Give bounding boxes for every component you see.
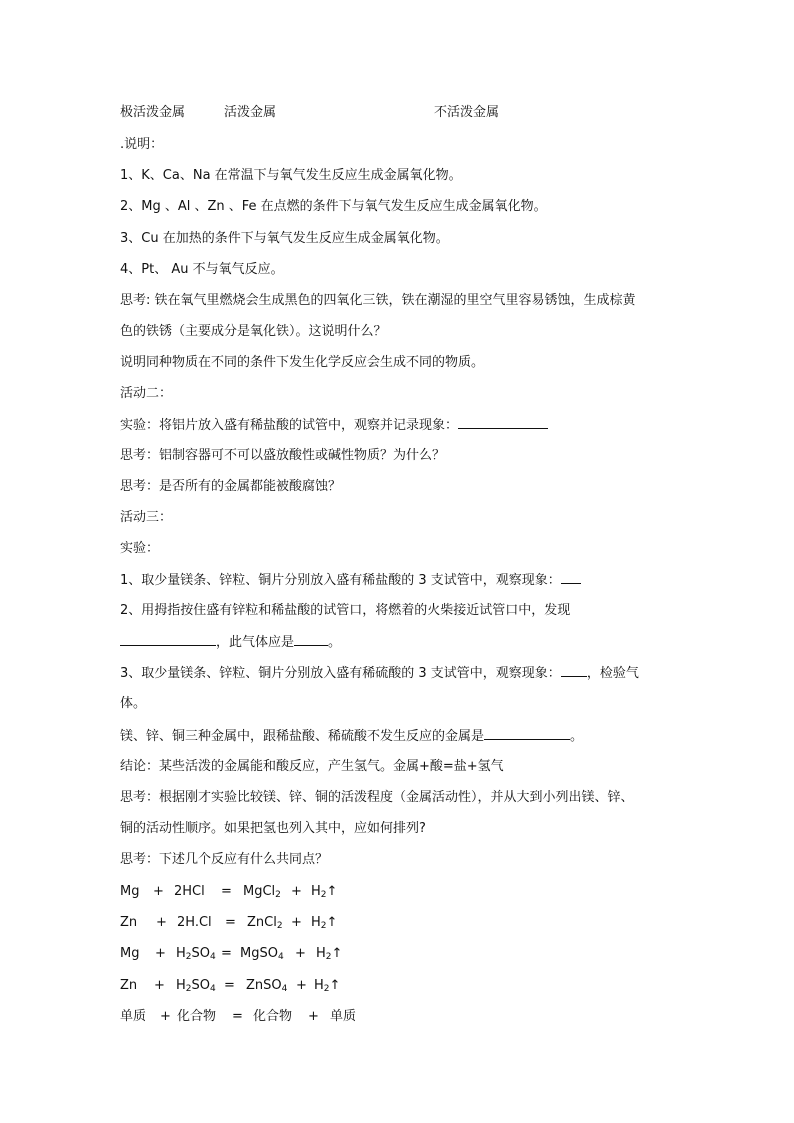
text-segment: ，检验气: [586, 666, 639, 681]
plus-sign: +: [153, 884, 164, 899]
text-segment: 。: [328, 635, 342, 650]
text-segment: ，此气体应是: [216, 635, 295, 650]
text-line-with-blank: [120, 633, 341, 652]
plus-sign: +: [291, 915, 302, 930]
plus-sign: +: [160, 1009, 171, 1024]
answer-blank: [484, 727, 570, 740]
text-line-with-blank: [120, 416, 548, 435]
text-line: 体。: [120, 696, 147, 711]
answer-blank: [561, 664, 587, 677]
conclusion-line: 结论：某些活泼的金属能和酸反应，产生氢气。金属+酸=盐+氢气: [120, 759, 504, 774]
product: $H_2↑$: [314, 978, 341, 994]
text-line: 说明同种物质在不同的条件下发生化学反应会生成不同的物质。: [120, 355, 485, 370]
text-segment: 。: [570, 729, 584, 744]
equals-sign: =: [221, 884, 232, 899]
text-line-with-blank: [120, 571, 581, 590]
product: ZnSO$_4$: [246, 978, 288, 994]
plus-sign: +: [308, 1009, 319, 1024]
equals-sign: =: [232, 1009, 243, 1024]
answer-blank: [561, 571, 581, 584]
reactant: Zn: [120, 915, 138, 930]
compound-term: 化合物: [177, 1009, 217, 1024]
section-heading: 活动二：: [120, 386, 173, 401]
product: $H_2↑$: [316, 946, 343, 962]
text-line: 1、取少量镁条、锌粒、铜片分别放入盛有稀盐酸的 3 支试管中，观察现象：: [120, 573, 561, 588]
answer-blank: [458, 416, 548, 429]
compound-term: 化合物: [253, 1009, 293, 1024]
reactant: Mg: [120, 946, 140, 961]
reactant: 2H.Cl: [177, 915, 212, 930]
plus-sign: +: [296, 978, 307, 993]
product: $H_2↑$: [311, 915, 338, 931]
chemical-equation: [120, 914, 420, 932]
text-line: 2、Mg 、Al 、Zn 、Fe 在点燃的条件下与氧气发生反应生成金属氧化物。: [120, 199, 547, 214]
reactant: 2HCl: [174, 884, 205, 899]
general-reaction-pattern: [120, 1008, 420, 1026]
text-line-with-blank: [120, 727, 583, 746]
product: MgSO$_4$: [240, 946, 284, 962]
equals-sign: =: [224, 978, 235, 993]
answer-blank: [120, 633, 216, 646]
chemical-equation: [120, 977, 420, 995]
reactant: Zn: [120, 978, 138, 993]
reactant: $H_2SO_4$: [176, 946, 216, 962]
section-heading: 活动三：: [120, 510, 173, 525]
text-segment: 镁、锌、铜三种金属中，跟稀盐酸、稀硫酸不发生反应的金属是: [120, 729, 485, 744]
chemical-equation: [120, 945, 420, 963]
text-line: 2、用拇指按住盛有锌粒和稀盐酸的试管口，将燃着的火柴接近试管口中，发现: [120, 603, 571, 618]
header-active-metals: 活泼金属: [224, 105, 277, 120]
header-very-active-metals: 极活泼金属: [120, 105, 186, 120]
text-line: 实验：: [120, 541, 160, 556]
plus-sign: +: [295, 946, 306, 961]
text-line: 思考：根据刚才实验比较镁、锌、铜的活泼程度（金属活动性），并从大到小列出镁、锌、: [120, 790, 634, 805]
text-line: 1、K、Ca、Na 在常温下与氧气发生反应生成金属氧化物。: [120, 168, 462, 183]
product: $H_2↑$: [311, 884, 338, 900]
text-line: 3、Cu 在加热的条件下与氧气发生反应生成金属氧化物。: [120, 231, 449, 246]
answer-blank: [294, 633, 328, 646]
element-term: 单质: [330, 1009, 357, 1024]
text-line-with-blank: [120, 664, 639, 683]
text-line: 色的铁锈（主要成分是氧化铁）。这说明什么？: [120, 324, 387, 339]
text-line: 铜的活动性顺序。如果把氢也列入其中，应如何排列?: [120, 821, 426, 836]
text-line: 实验：将铝片放入盛有稀盐酸的试管中，观察并记录现象：: [120, 418, 459, 433]
text-line: 4、Pt、 Au 不与氧气反应。: [120, 262, 284, 277]
reactant: Mg: [120, 884, 140, 899]
product: MgCl$_2$: [243, 884, 281, 900]
equals-sign: =: [225, 915, 236, 930]
element-term: 单质: [120, 1009, 147, 1024]
plus-sign: +: [291, 884, 302, 899]
text-line-explanation: .说明：: [120, 137, 164, 152]
reactant: $H_2SO_4$: [176, 978, 216, 994]
chemical-equation: [120, 883, 420, 901]
product: ZnCl$_2$: [247, 915, 283, 931]
text-segment: 3、取少量镁条、锌粒、铜片分别放入盛有稀硫酸的 3 支试管中，观察现象：: [120, 666, 561, 681]
header-inactive-metals: 不活泼金属: [434, 105, 500, 120]
text-line: 思考：下述几个反应有什么共同点？: [120, 852, 329, 867]
plus-sign: +: [155, 946, 166, 961]
text-line: 思考：铝制容器可不可以盛放酸性或碱性物质？为什么？: [120, 448, 446, 463]
text-line: 思考：是否所有的金属都能被酸腐蚀？: [120, 479, 342, 494]
plus-sign: +: [154, 978, 165, 993]
text-line: 思考: 铁在氧气里燃烧会生成黑色的四氧化三铁，铁在潮湿的里空气里容易锈蚀，生成棕黄: [120, 293, 636, 308]
plus-sign: +: [156, 915, 167, 930]
equals-sign: =: [221, 946, 232, 961]
